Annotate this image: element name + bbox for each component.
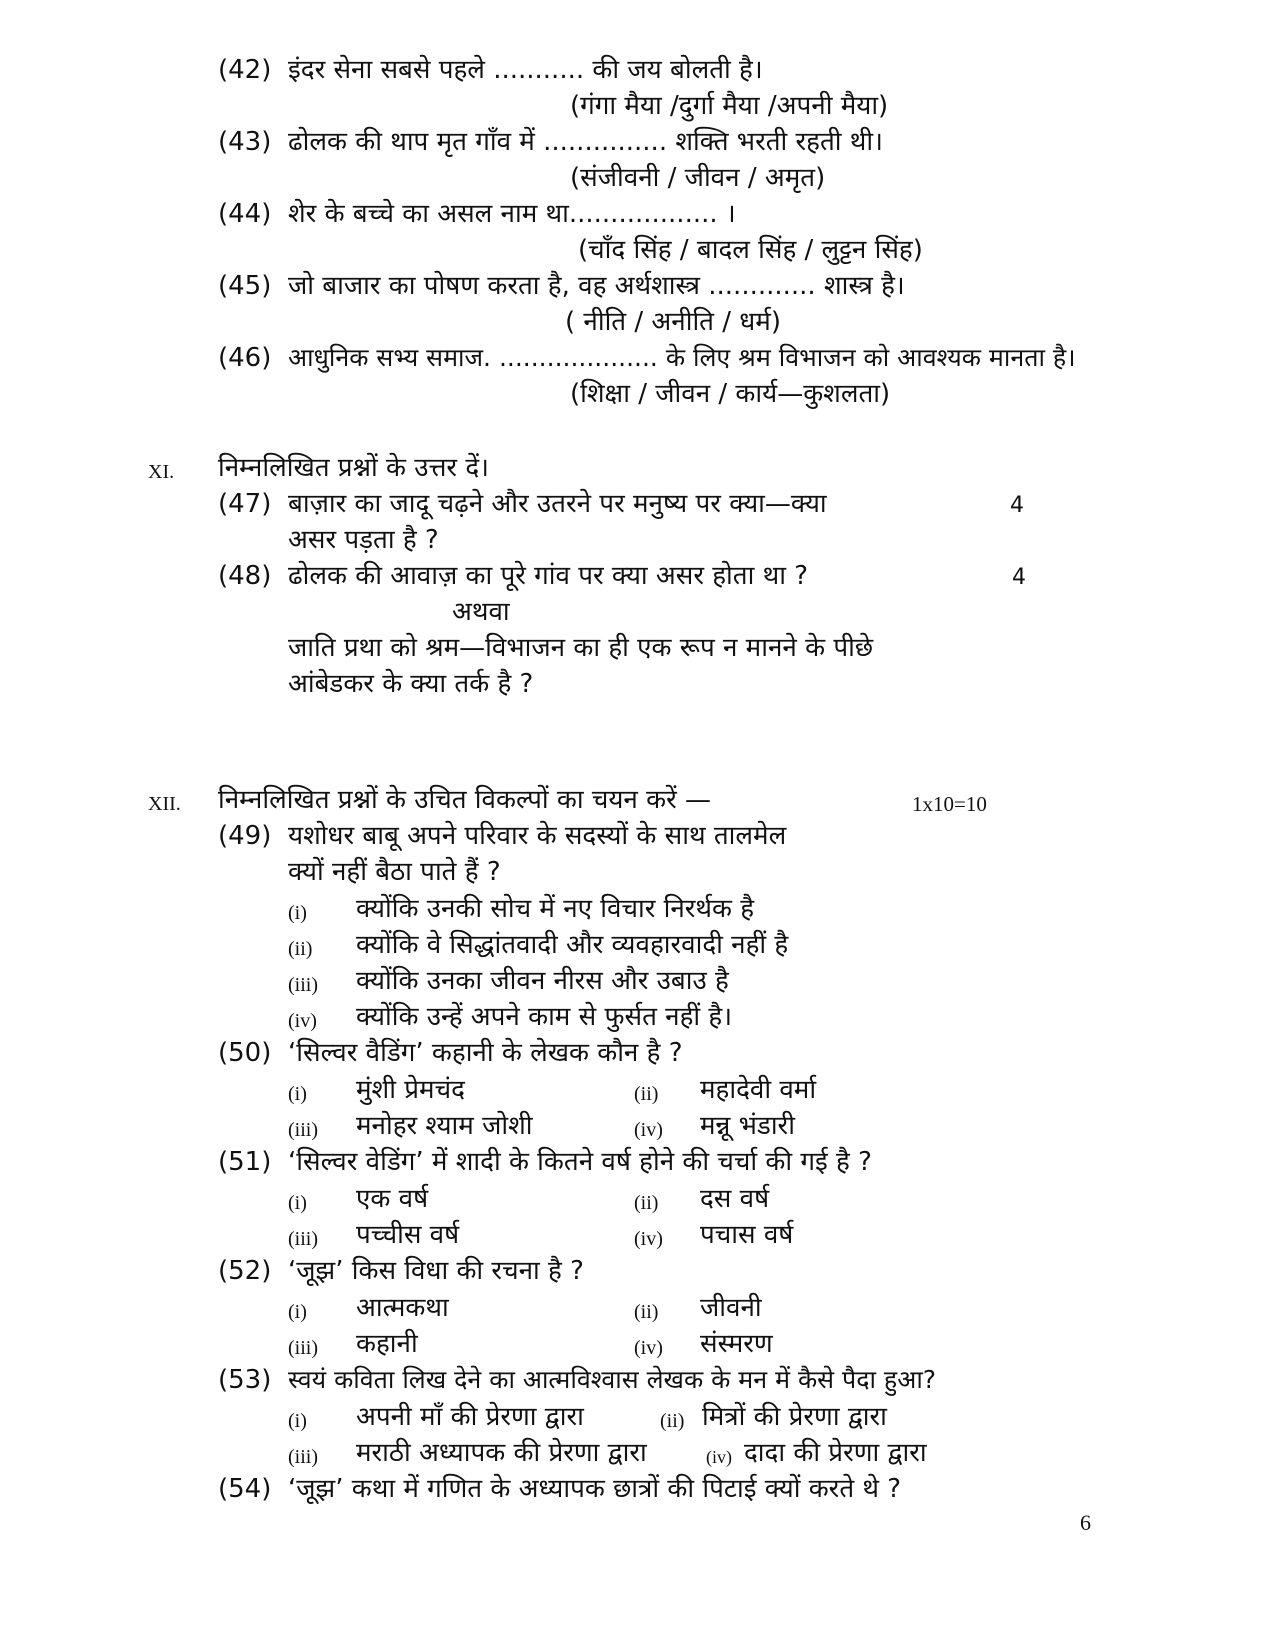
option-text: जीवनी (700, 1293, 762, 1323)
option-numeral: (ii) (634, 1301, 659, 1323)
question-marks: 4 (1012, 565, 1026, 590)
option-text: एक वर्ष (356, 1184, 429, 1214)
section-heading: निम्नलिखित प्रश्नों के उचित विकल्पों का चयन करें — (218, 785, 711, 815)
question-text: आधुनिक सभ्य समाज. .................... के लिए श्रम विभाजन को आवश्यक मानता है। (288, 343, 1076, 372)
question-text: ‘जूझ’ किस विधा की रचना है ? (288, 1256, 584, 1286)
option-text: मन्नू भंडारी (700, 1111, 795, 1141)
option-text: संस्मरण (700, 1329, 773, 1359)
option-numeral: (iv) (634, 1337, 663, 1359)
option-numeral: (iv) (634, 1228, 663, 1250)
question-options: ( नीति / अनीति / धर्म) (565, 307, 781, 337)
option-text: पचास वर्ष (700, 1220, 794, 1250)
option-text: अपनी माँ की प्रेरणा द्वारा (356, 1402, 584, 1432)
option-text: मुंशी प्रेमचंद (356, 1075, 465, 1105)
option-numeral: (iii) (288, 974, 318, 996)
question-number: (54) (218, 1474, 272, 1504)
question-options: (संजीवनी / जीवन / अमृत) (570, 163, 826, 193)
option-text: क्योंकि उनकी सोच में नए विचार निरर्थक है (356, 894, 755, 924)
question-text: आंबेडकर के क्या तर्क है ? (288, 669, 534, 699)
question-marks: 4 (1010, 493, 1024, 518)
question-number: (51) (218, 1147, 272, 1177)
question-number: (52) (218, 1256, 272, 1286)
question-options: (गंगा मैया /दुर्गा मैया /अपनी मैया) (570, 91, 889, 121)
question-text: ‘सिल्वर वेडिंग’ में शादी के कितने वर्ष होने की चर्चा की गई है ? (288, 1147, 872, 1177)
question-text: स्वयं कविता लिख देने का आत्मविश्वास लेखक के मन में कैसे पैदा हुआ? (288, 1365, 937, 1394)
option-numeral: (i) (288, 902, 307, 924)
question-text: बाज़ार का जादू चढ़ने और उतरने पर मनुष्य पर क्या—क्या (288, 489, 827, 519)
option-text: पच्चीस वर्ष (356, 1220, 460, 1250)
option-numeral: (iv) (634, 1119, 663, 1141)
option-text: आत्मकथा (356, 1293, 449, 1323)
option-text: क्योंकि उनका जीवन नीरस और उबाउ है (356, 966, 729, 996)
option-numeral: (iv) (288, 1010, 317, 1032)
section-heading: निम्नलिखित प्रश्नों के उत्तर दें। (218, 453, 489, 483)
option-numeral: (ii) (634, 1192, 659, 1214)
option-text: दादा की प्रेरणा द्वारा (744, 1438, 927, 1468)
option-text: मनोहर श्याम जोशी (356, 1111, 533, 1141)
question-number: (47) (218, 489, 272, 519)
question-text: ढोलक की आवाज़ का पूरे गांव पर क्या असर होता था ? (288, 561, 809, 591)
section-label: XI. (148, 461, 175, 483)
option-numeral: (iii) (288, 1337, 318, 1359)
page-number: 6 (1080, 1510, 1091, 1535)
option-numeral: (ii) (634, 1083, 659, 1105)
option-numeral: (iii) (288, 1119, 318, 1141)
option-numeral: (i) (288, 1192, 307, 1214)
question-text: ढोलक की थाप मृत गाँव में ............... शक्ति भरती रहती थी। (288, 127, 883, 157)
option-numeral: (iii) (288, 1446, 318, 1468)
option-text: महादेवी वर्मा (700, 1075, 817, 1105)
question-options: (शिक्षा / जीवन / कार्य—कुशलता) (570, 379, 891, 409)
question-text: इंदर सेना सबसे पहले ........... की जय बोलती है। (288, 55, 763, 85)
option-numeral: (ii) (660, 1410, 685, 1432)
question-number: (43) (218, 127, 272, 157)
question-number: (45) (218, 271, 272, 301)
question-text: जो बाजार का पोषण करता है, वह अर्थशास्त्र ............. शास्त्र है। (288, 271, 905, 301)
question-text: क्यों नहीं बैठा पाते हैं ? (288, 857, 501, 887)
option-numeral: (i) (288, 1083, 307, 1105)
option-numeral: (iv) (706, 1447, 732, 1467)
option-text: क्योंकि उन्हें अपने काम से फुर्सत नहीं है। (356, 1002, 733, 1032)
question-text: असर पड़ता है ? (288, 525, 439, 555)
question-number: (44) (218, 199, 272, 229)
option-text: कहानी (356, 1329, 418, 1359)
option-numeral: (iii) (288, 1228, 318, 1250)
option-numeral: (i) (288, 1301, 307, 1323)
question-options: (चाँद सिंह / बादल सिंह / लुट्टन सिंह) (578, 235, 923, 265)
question-text: ‘सिल्वर वैडिंग’ कहानी के लेखक कौन है ? (288, 1038, 683, 1068)
section-marks: 1x10=10 (912, 792, 987, 816)
option-text: मित्रों की प्रेरणा द्वारा (702, 1402, 887, 1432)
question-text: शेर के बच्चे का असल नाम था.................. । (288, 199, 736, 229)
question-number: (48) (218, 561, 272, 591)
question-number: (50) (218, 1038, 272, 1068)
question-number: (46) (218, 343, 272, 373)
section-label: XII. (148, 793, 181, 815)
question-text: ‘जूझ’ कथा में गणित के अध्यापक छात्रों की पिटाई क्यों करते थे ? (288, 1474, 902, 1504)
question-text: जाति प्रथा को श्रम—विभाजन का ही एक रूप न मानने के पीछे (288, 633, 874, 663)
option-text: दस वर्ष (700, 1184, 770, 1214)
question-number: (49) (218, 821, 272, 851)
question-text: यशोधर बाबू अपने परिवार के सदस्यों के साथ तालमेल (288, 821, 787, 851)
option-text: मराठी अध्यापक की प्रेरणा द्वारा (356, 1438, 647, 1468)
option-numeral: (i) (288, 1410, 307, 1432)
question-number: (42) (218, 55, 272, 85)
option-text: क्योंकि वे सिद्धांतवादी और व्यवहारवादी नहीं है (356, 930, 789, 960)
or-separator: अथवा (452, 597, 510, 627)
option-numeral: (ii) (288, 938, 313, 960)
question-number: (53) (218, 1365, 272, 1395)
